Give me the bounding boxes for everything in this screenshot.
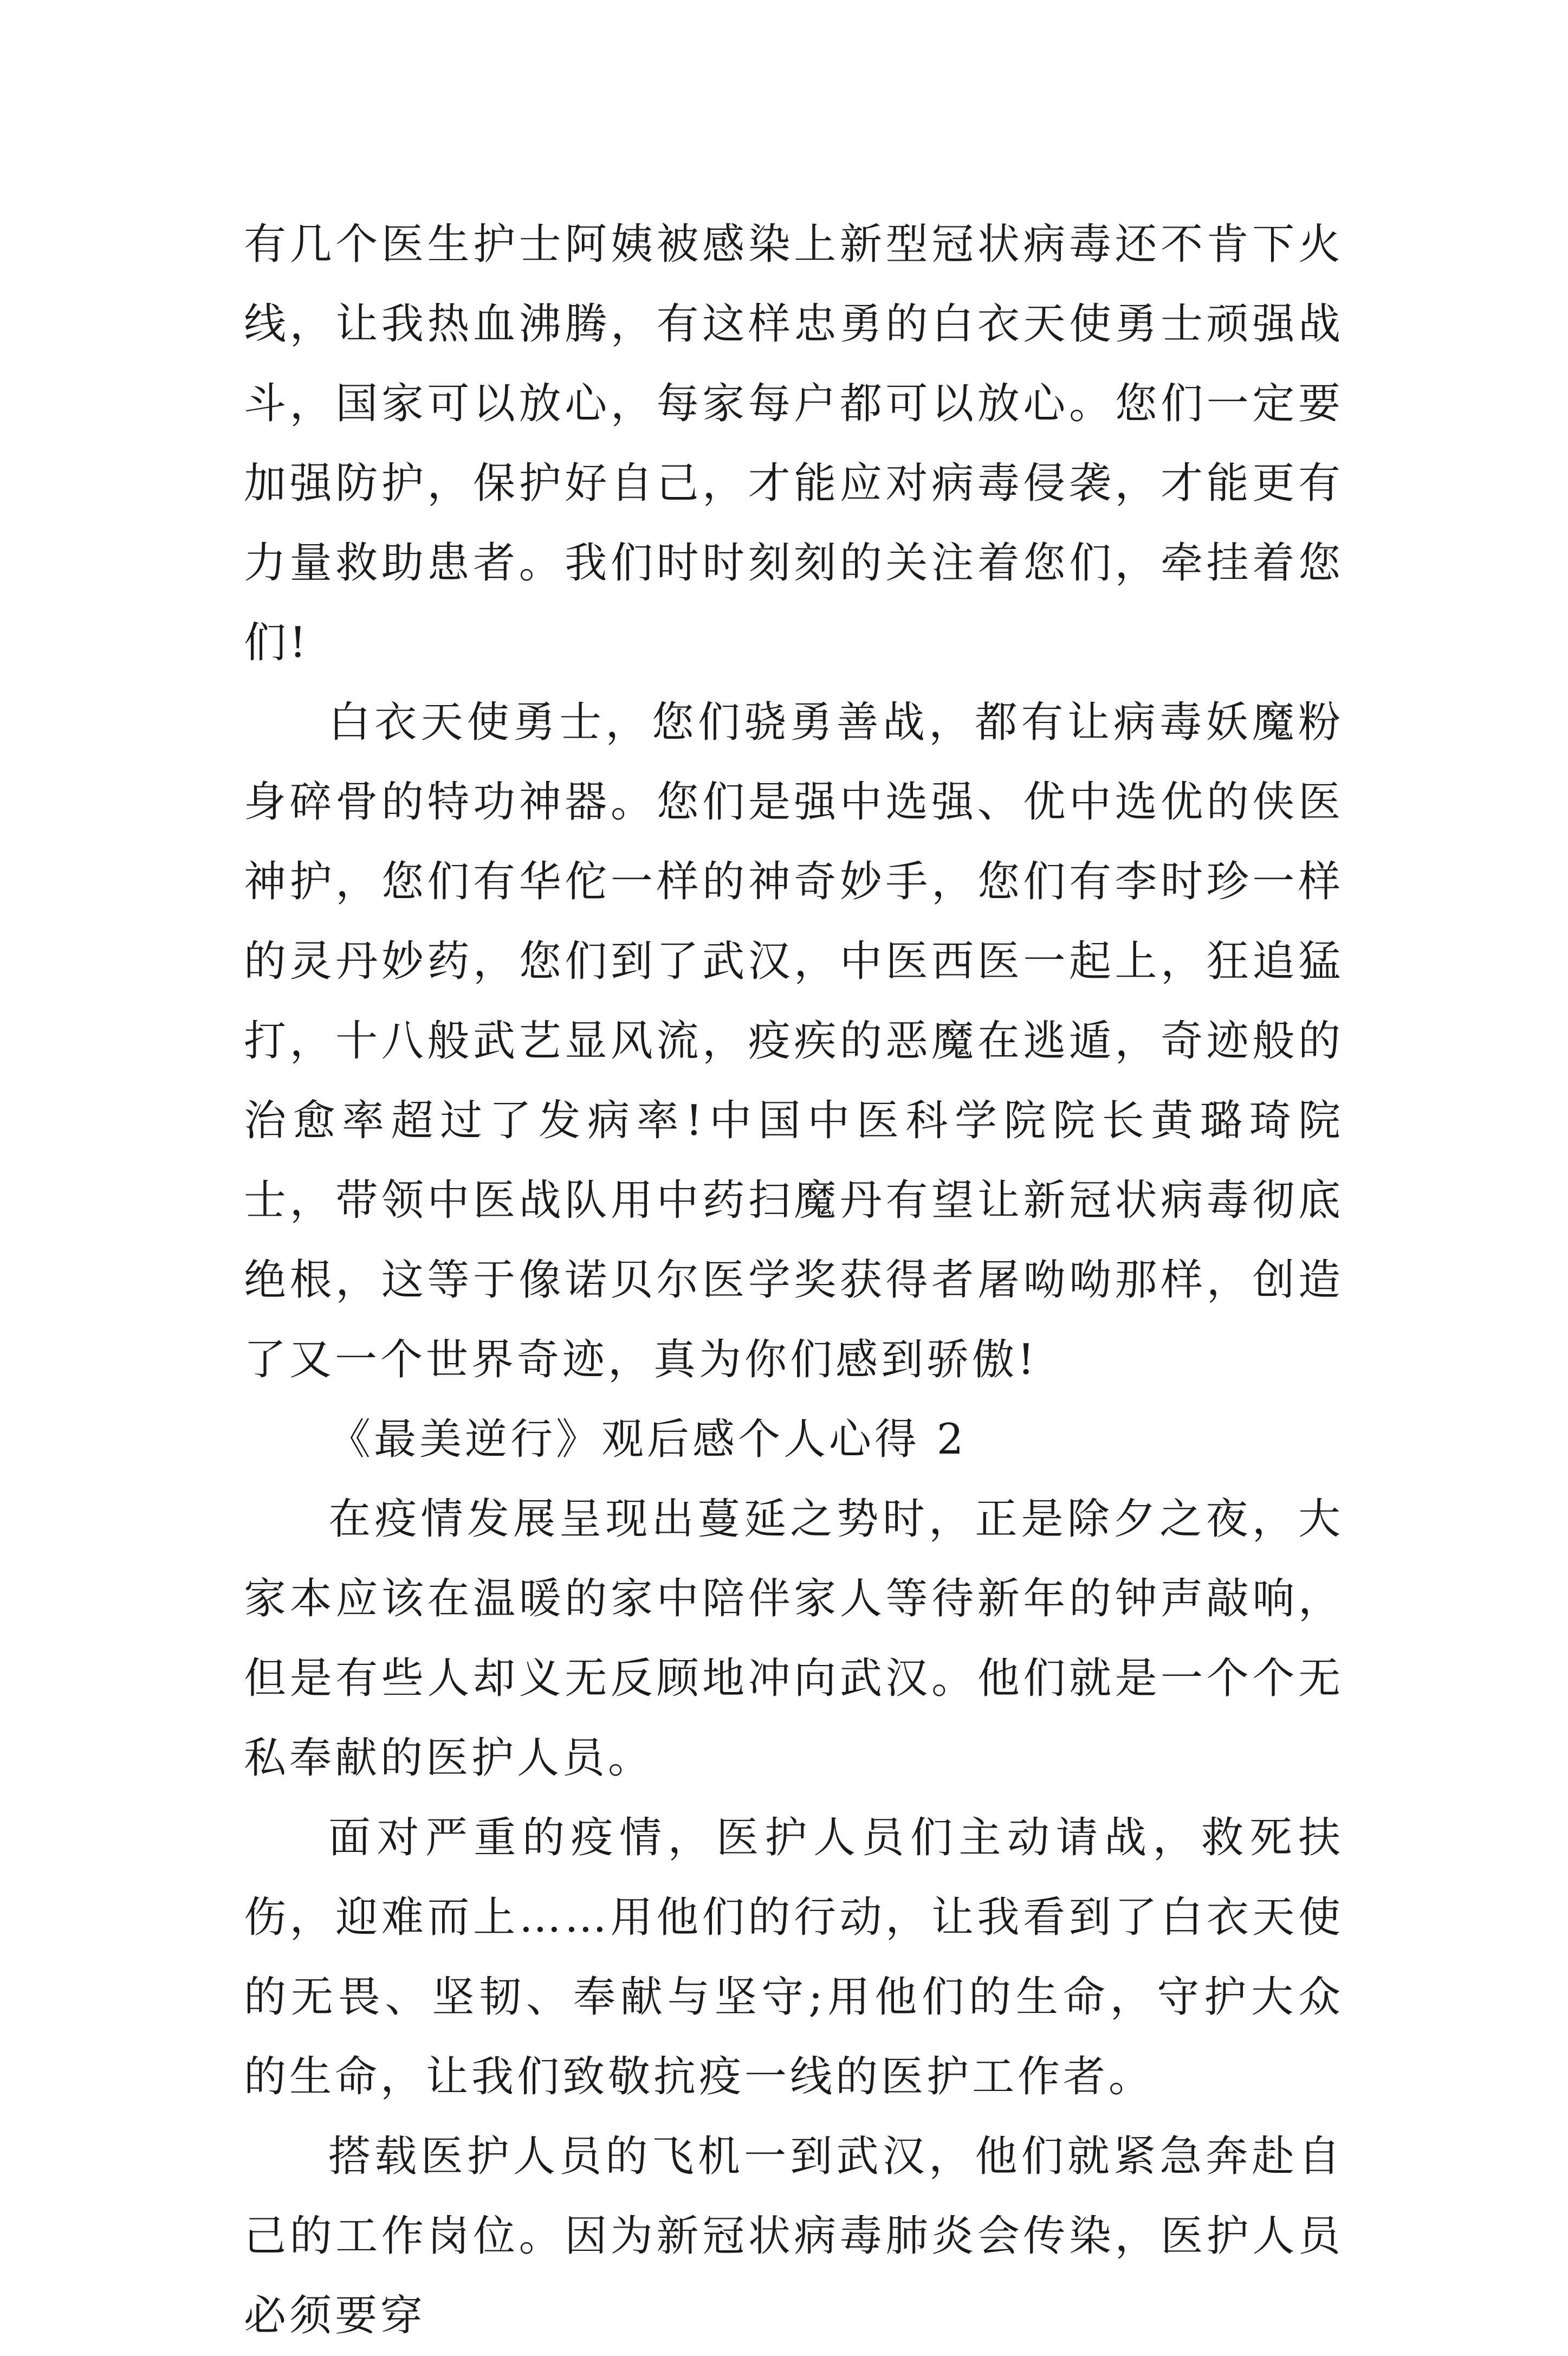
paragraph-5: 搭载医护人员的飞机一到武汉，他们就紧急奔赴自己的工作岗位。因为新冠状病毒肺炎会传染，医护人员必须要穿 xyxy=(244,2132,1344,2340)
paragraph-1: 有几个医生护士阿姨被感染上新型冠状病毒还不肯下火线，让我热血沸腾，有这样忠勇的白衣天使勇士顽强战斗，国家可以放心，每家每户都可以放心。您们一定要加强防护，保护好自己，才能应对病毒侵袭，才能更有力量救助患者。我们时时刻刻的关注着您们，牵挂着您们! xyxy=(244,220,1344,667)
paragraph-4: 面对严重的疫情，医护人员们主动请战，救死扶伤，迎难而上……用他们的行动，让我看到了白衣天使的无畏、坚韧、奉献与坚守;用他们的生命，守护大众的生命，让我们致敬抗疫一线的医护工作者。 xyxy=(244,1813,1344,2101)
paragraph-3: 在疫情发展呈现出蔓延之势时，正是除夕之夜，大家本应该在温暖的家中陪伴家人等待新年的钟声敲响，但是有些人却义无反顾地冲向武汉。他们就是一个个无私奉献的医护人员。 xyxy=(244,1495,1344,1783)
paragraph-2: 白衣天使勇士，您们骁勇善战，都有让病毒妖魔粉身碎骨的特功神器。您们是强中选强、优中选优的侠医神护，您们有华佗一样的神奇妙手，您们有李时珍一样的灵丹妙药，您们到了武汉，中医西医一起上，狂追猛打，十八般武艺显风流，疫疾的恶魔在逃遁，奇迹般的治愈率超过了发病率!中国中医科学院院长黄璐琦院士，带领中医战队用中药扫魔丹有望让新冠状病毒彻底绝根，这等于像诺贝尔医学奖获得者屠呦呦那样，创造了又一个世界奇迹，真为你们感到骄傲! xyxy=(244,698,1344,1384)
document-body xyxy=(244,205,1344,2356)
section-heading: 《最美逆行》观后感个人心得 2 xyxy=(328,1415,967,1464)
